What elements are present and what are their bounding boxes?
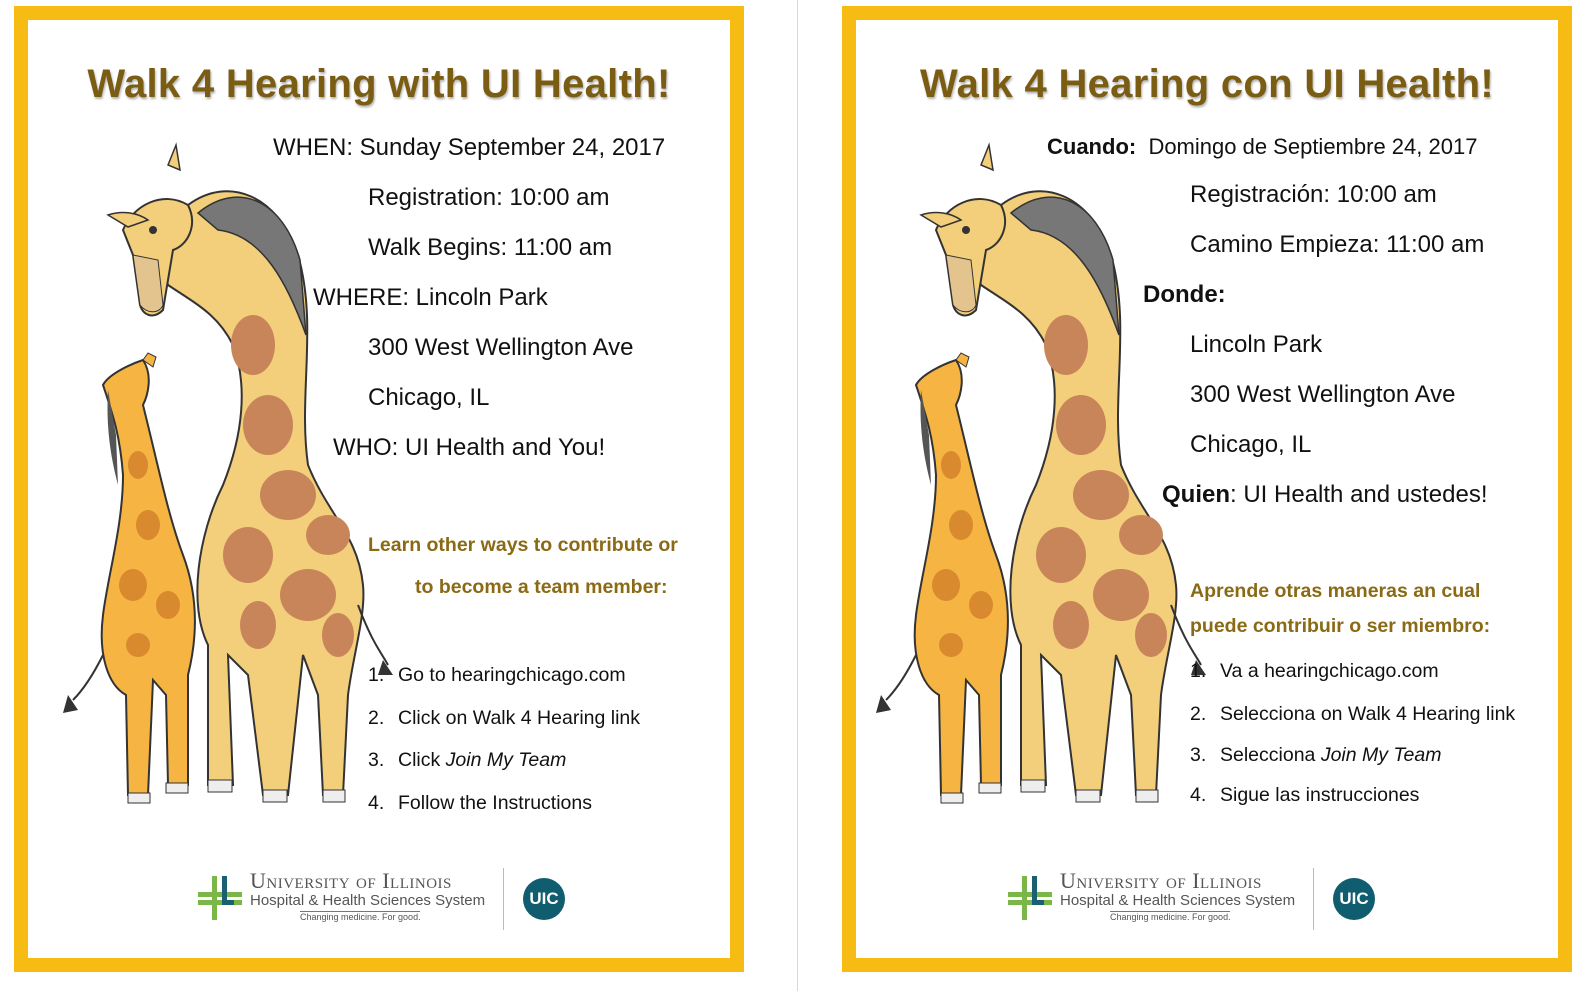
city-text: Chicago, IL (1190, 431, 1312, 458)
learn-heading-line2: puede contribuir o ser miembro: (1190, 615, 1491, 637)
flyer-english (14, 6, 744, 972)
uic-badge: UIC (523, 878, 565, 920)
tagline: Changing medicine. For good. (1110, 912, 1231, 922)
address-text: 300 West Wellington Ave (368, 334, 634, 361)
step-link-text: Go to hearingchicago.com (398, 664, 626, 686)
uic-badge: UIC (1333, 878, 1375, 920)
university-logo (198, 868, 578, 928)
when-text: WHEN: Sunday September 24, 2017 (273, 134, 666, 161)
city-text: Chicago, IL (368, 384, 490, 411)
hospital-name: Hospital & Health Sciences System (1060, 892, 1296, 909)
hospital-name: Hospital & Health Sciences System (250, 892, 486, 909)
list-item: 4. Sigue las instrucciones (1190, 784, 1420, 806)
list-item: 3. Click Join My Team (368, 749, 567, 771)
step-link-text: Va a hearingchicago.com (1220, 660, 1439, 682)
address-text: 300 West Wellington Ave (1190, 381, 1456, 408)
tagline: Changing medicine. For good. (300, 912, 421, 922)
flyer-spanish (842, 6, 1572, 972)
university-logo (1008, 868, 1388, 928)
where-label: Donde: (1143, 281, 1226, 308)
list-item: 2. Click on Walk 4 Hearing link (368, 707, 641, 729)
flyer-title: Walk 4 Hearing con UI Health! (920, 62, 1494, 106)
logo-separator (503, 868, 504, 930)
place-text: Lincoln Park (1190, 331, 1323, 358)
registration-text: Registración: 10:00 am (1190, 181, 1437, 208)
list-item: 4. Follow the Instructions (368, 792, 593, 814)
giraffes-illustration (861, 135, 1206, 835)
registration-text: Registration: 10:00 am (368, 184, 610, 211)
learn-heading-line2: to become a team member: (415, 576, 668, 598)
giraffes-illustration (48, 135, 393, 835)
who-text: Quien: UI Health and ustedes! (1162, 481, 1488, 508)
walk-begins-text: Walk Begins: 11:00 am (368, 234, 613, 261)
learn-heading-line1: Learn other ways to contribute or (368, 534, 678, 556)
list-item: 2. Selecciona on Walk 4 Hearing link (1190, 703, 1516, 725)
university-name: University of Illinois (250, 868, 452, 893)
flyer-title: Walk 4 Hearing with UI Health! (87, 62, 671, 106)
list-item: 1. Go to hearingchicago.com (368, 664, 626, 686)
hospital-cross-logo-icon (1008, 876, 1052, 920)
list-item: 3. Selecciona Join My Team (1190, 744, 1442, 766)
hospital-cross-logo-icon (198, 876, 242, 920)
who-text: WHO: UI Health and You! (333, 434, 606, 461)
learn-heading-line1: Aprende otras maneras an cual (1190, 580, 1481, 602)
logo-separator (1313, 868, 1314, 930)
list-item: 1. Va a hearingchicago.com (1190, 660, 1439, 682)
page-divider (797, 0, 798, 991)
walk-begins-text: Camino Empieza: 11:00 am (1190, 231, 1485, 258)
when-text: Cuando: Domingo de Septiembre 24, 2017 (1047, 134, 1478, 159)
university-name: University of Illinois (1060, 868, 1262, 893)
where-text: WHERE: Lincoln Park (313, 284, 548, 311)
